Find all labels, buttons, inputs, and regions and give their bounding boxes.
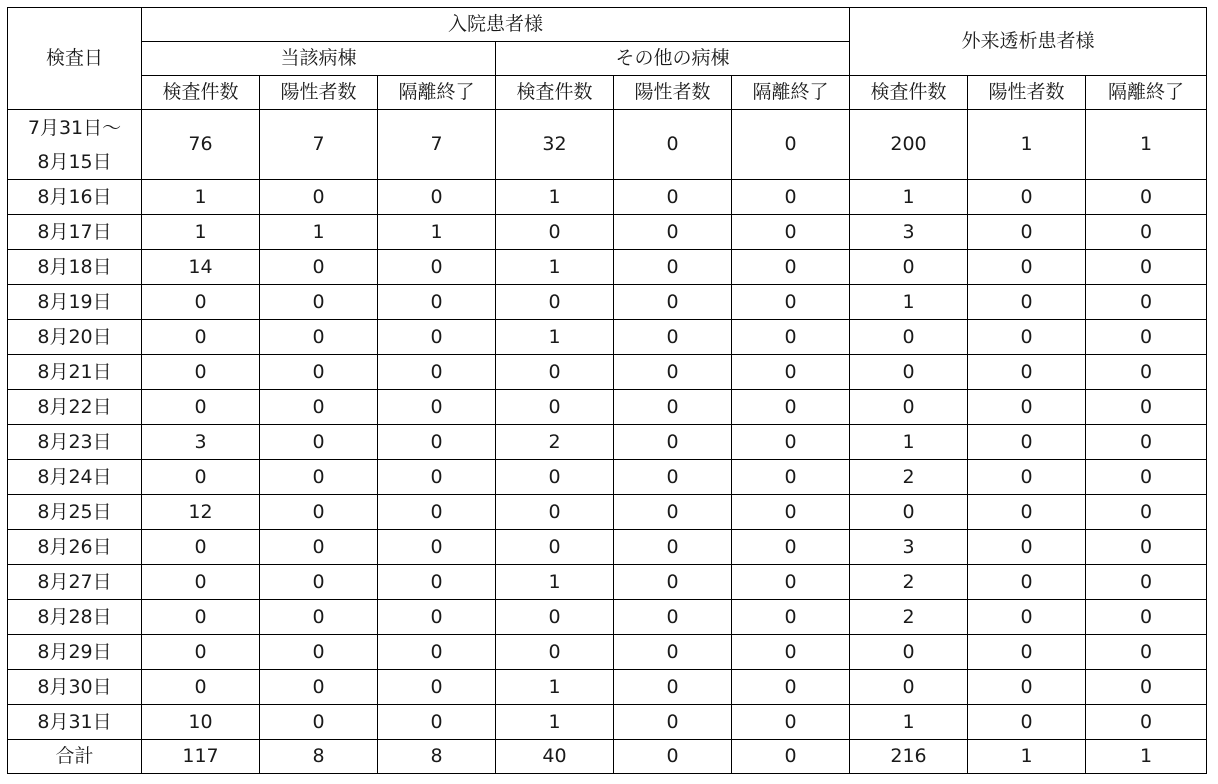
value-cell: 0 [260, 705, 378, 740]
value-cell: 12 [142, 495, 260, 530]
value-cell: 0 [968, 460, 1086, 495]
value-cell: 8 [378, 740, 496, 774]
value-cell: 0 [732, 565, 850, 600]
value-cell: 0 [260, 425, 378, 460]
total-label: 合計 [8, 740, 142, 774]
header-ward-this: 当該病棟 [142, 42, 496, 76]
value-cell: 0 [378, 670, 496, 705]
value-cell: 0 [1086, 250, 1207, 285]
date-cell: 8月26日 [8, 530, 142, 565]
header-isolation-end: 隔離終了 [378, 76, 496, 110]
test-results-table [7, 7, 1207, 774]
value-cell: 0 [614, 110, 732, 180]
table-row [8, 425, 1207, 460]
table-body [8, 110, 1207, 774]
date-cell: 8月31日 [8, 705, 142, 740]
value-cell: 0 [732, 460, 850, 495]
date-cell: 8月18日 [8, 250, 142, 285]
value-cell: 0 [142, 530, 260, 565]
date-cell: 7月31日～ 8月15日 [8, 110, 142, 180]
value-cell: 0 [614, 460, 732, 495]
value-cell: 0 [968, 320, 1086, 355]
value-cell: 2 [850, 565, 968, 600]
value-cell: 0 [260, 355, 378, 390]
table-row [8, 285, 1207, 320]
value-cell: 0 [1086, 600, 1207, 635]
value-cell: 0 [260, 600, 378, 635]
value-cell: 0 [614, 565, 732, 600]
header-positive: 陽性者数 [614, 76, 732, 110]
value-cell: 0 [968, 355, 1086, 390]
value-cell: 0 [732, 285, 850, 320]
value-cell: 0 [496, 635, 614, 670]
value-cell: 14 [142, 250, 260, 285]
value-cell: 0 [968, 705, 1086, 740]
value-cell: 0 [850, 670, 968, 705]
value-cell: 0 [968, 180, 1086, 215]
value-cell: 0 [614, 285, 732, 320]
value-cell: 0 [142, 635, 260, 670]
table-row [8, 320, 1207, 355]
value-cell: 0 [142, 320, 260, 355]
header-tests: 検査件数 [142, 76, 260, 110]
value-cell: 0 [850, 355, 968, 390]
value-cell: 0 [496, 390, 614, 425]
value-cell: 0 [732, 705, 850, 740]
value-cell: 0 [378, 320, 496, 355]
value-cell: 0 [614, 250, 732, 285]
table-row [8, 390, 1207, 425]
value-cell: 117 [142, 740, 260, 774]
value-cell: 0 [496, 355, 614, 390]
value-cell: 0 [732, 390, 850, 425]
header-isolation-end: 隔離終了 [1086, 76, 1207, 110]
value-cell: 1 [496, 565, 614, 600]
value-cell: 0 [968, 215, 1086, 250]
value-cell: 1 [1086, 740, 1207, 774]
value-cell: 0 [968, 600, 1086, 635]
value-cell: 40 [496, 740, 614, 774]
value-cell: 0 [1086, 670, 1207, 705]
table-row [8, 530, 1207, 565]
value-cell: 0 [850, 320, 968, 355]
header-tests: 検査件数 [496, 76, 614, 110]
value-cell: 0 [850, 635, 968, 670]
value-cell: 10 [142, 705, 260, 740]
value-cell: 0 [260, 180, 378, 215]
value-cell: 0 [614, 740, 732, 774]
value-cell: 0 [1086, 565, 1207, 600]
value-cell: 0 [732, 600, 850, 635]
value-cell: 0 [1086, 705, 1207, 740]
date-cell: 8月29日 [8, 635, 142, 670]
value-cell: 1 [378, 215, 496, 250]
value-cell: 2 [850, 600, 968, 635]
date-cell: 8月21日 [8, 355, 142, 390]
value-cell: 0 [968, 565, 1086, 600]
value-cell: 0 [732, 425, 850, 460]
value-cell: 32 [496, 110, 614, 180]
value-cell: 0 [142, 670, 260, 705]
value-cell: 0 [614, 355, 732, 390]
value-cell: 0 [614, 425, 732, 460]
value-cell: 0 [968, 425, 1086, 460]
value-cell: 7 [378, 110, 496, 180]
date-cell: 8月24日 [8, 460, 142, 495]
date-cell: 8月28日 [8, 600, 142, 635]
date-cell: 8月16日 [8, 180, 142, 215]
value-cell: 0 [614, 320, 732, 355]
value-cell: 0 [968, 530, 1086, 565]
value-cell: 3 [142, 425, 260, 460]
table-row [8, 110, 1207, 180]
value-cell: 0 [142, 565, 260, 600]
value-cell: 0 [142, 355, 260, 390]
value-cell: 0 [378, 390, 496, 425]
header-inpatient: 入院患者様 [142, 8, 850, 42]
value-cell: 1 [496, 670, 614, 705]
value-cell: 0 [732, 635, 850, 670]
value-cell: 0 [378, 250, 496, 285]
value-cell: 0 [732, 110, 850, 180]
value-cell: 0 [1086, 390, 1207, 425]
value-cell: 0 [1086, 285, 1207, 320]
value-cell: 0 [378, 495, 496, 530]
date-cell: 8月23日 [8, 425, 142, 460]
date-cell: 8月17日 [8, 215, 142, 250]
value-cell: 0 [1086, 215, 1207, 250]
value-cell: 0 [378, 355, 496, 390]
value-cell: 0 [968, 285, 1086, 320]
value-cell: 1 [496, 250, 614, 285]
value-cell: 0 [1086, 635, 1207, 670]
table-row [8, 670, 1207, 705]
date-cell: 8月19日 [8, 285, 142, 320]
table-row [8, 600, 1207, 635]
value-cell: 0 [732, 320, 850, 355]
value-cell: 2 [850, 460, 968, 495]
header-positive: 陽性者数 [968, 76, 1086, 110]
table-row [8, 565, 1207, 600]
value-cell: 0 [260, 390, 378, 425]
date-cell: 8月27日 [8, 565, 142, 600]
value-cell: 0 [496, 600, 614, 635]
value-cell: 0 [732, 215, 850, 250]
value-cell: 0 [614, 180, 732, 215]
value-cell: 0 [968, 635, 1086, 670]
value-cell: 0 [378, 565, 496, 600]
header-date: 検査日 [8, 8, 142, 110]
value-cell: 0 [378, 460, 496, 495]
value-cell: 1 [850, 285, 968, 320]
value-cell: 0 [968, 670, 1086, 705]
value-cell: 1 [260, 215, 378, 250]
header-tests: 検査件数 [850, 76, 968, 110]
value-cell: 0 [1086, 495, 1207, 530]
value-cell: 0 [1086, 460, 1207, 495]
value-cell: 0 [260, 530, 378, 565]
value-cell: 0 [732, 495, 850, 530]
value-cell: 8 [260, 740, 378, 774]
value-cell: 0 [614, 600, 732, 635]
value-cell: 1 [496, 320, 614, 355]
value-cell: 0 [496, 285, 614, 320]
value-cell: 1 [850, 180, 968, 215]
value-cell: 0 [260, 565, 378, 600]
value-cell: 0 [260, 285, 378, 320]
value-cell: 0 [732, 250, 850, 285]
value-cell: 0 [614, 635, 732, 670]
value-cell: 0 [968, 495, 1086, 530]
value-cell: 216 [850, 740, 968, 774]
value-cell: 0 [496, 215, 614, 250]
value-cell: 1 [968, 110, 1086, 180]
date-cell: 8月20日 [8, 320, 142, 355]
value-cell: 0 [378, 635, 496, 670]
value-cell: 0 [260, 495, 378, 530]
value-cell: 0 [614, 705, 732, 740]
value-cell: 0 [850, 495, 968, 530]
value-cell: 3 [850, 215, 968, 250]
date-cell: 8月25日 [8, 495, 142, 530]
value-cell: 0 [1086, 425, 1207, 460]
table-row [8, 635, 1207, 670]
value-cell: 0 [732, 355, 850, 390]
value-cell: 0 [260, 320, 378, 355]
header-positive: 陽性者数 [260, 76, 378, 110]
value-cell: 0 [260, 250, 378, 285]
table-row [8, 215, 1207, 250]
value-cell: 1 [850, 705, 968, 740]
value-cell: 0 [142, 600, 260, 635]
value-cell: 0 [378, 425, 496, 460]
value-cell: 0 [732, 180, 850, 215]
table-row [8, 705, 1207, 740]
table-row [8, 495, 1207, 530]
value-cell: 0 [378, 285, 496, 320]
value-cell: 0 [732, 670, 850, 705]
value-cell: 0 [142, 390, 260, 425]
total-row [8, 740, 1207, 774]
header-outpatient: 外来透析患者様 [850, 8, 1207, 76]
value-cell: 0 [732, 530, 850, 565]
value-cell: 1 [142, 215, 260, 250]
value-cell: 76 [142, 110, 260, 180]
value-cell: 0 [732, 740, 850, 774]
value-cell: 0 [1086, 530, 1207, 565]
value-cell: 1 [496, 705, 614, 740]
value-cell: 0 [614, 495, 732, 530]
value-cell: 1 [142, 180, 260, 215]
value-cell: 0 [968, 250, 1086, 285]
table-row [8, 250, 1207, 285]
value-cell: 0 [378, 530, 496, 565]
table-row [8, 180, 1207, 215]
value-cell: 0 [614, 670, 732, 705]
value-cell: 1 [850, 425, 968, 460]
value-cell: 0 [614, 530, 732, 565]
value-cell: 7 [260, 110, 378, 180]
value-cell: 0 [850, 250, 968, 285]
value-cell: 0 [378, 180, 496, 215]
value-cell: 0 [378, 705, 496, 740]
value-cell: 0 [1086, 180, 1207, 215]
value-cell: 0 [378, 600, 496, 635]
table-row [8, 460, 1207, 495]
value-cell: 200 [850, 110, 968, 180]
value-cell: 1 [968, 740, 1086, 774]
header-ward-other: その他の病棟 [496, 42, 850, 76]
value-cell: 0 [1086, 355, 1207, 390]
value-cell: 0 [496, 460, 614, 495]
table-row [8, 355, 1207, 390]
value-cell: 1 [496, 180, 614, 215]
value-cell: 0 [260, 670, 378, 705]
value-cell: 0 [968, 390, 1086, 425]
value-cell: 0 [614, 215, 732, 250]
date-cell: 8月22日 [8, 390, 142, 425]
value-cell: 0 [260, 635, 378, 670]
value-cell: 0 [1086, 320, 1207, 355]
value-cell: 0 [850, 390, 968, 425]
value-cell: 0 [142, 285, 260, 320]
header-isolation-end: 隔離終了 [732, 76, 850, 110]
date-cell: 8月30日 [8, 670, 142, 705]
value-cell: 0 [496, 530, 614, 565]
value-cell: 1 [1086, 110, 1207, 180]
value-cell: 0 [614, 390, 732, 425]
value-cell: 2 [496, 425, 614, 460]
value-cell: 0 [142, 460, 260, 495]
value-cell: 0 [260, 460, 378, 495]
value-cell: 3 [850, 530, 968, 565]
table-header [8, 8, 1207, 110]
value-cell: 0 [496, 495, 614, 530]
